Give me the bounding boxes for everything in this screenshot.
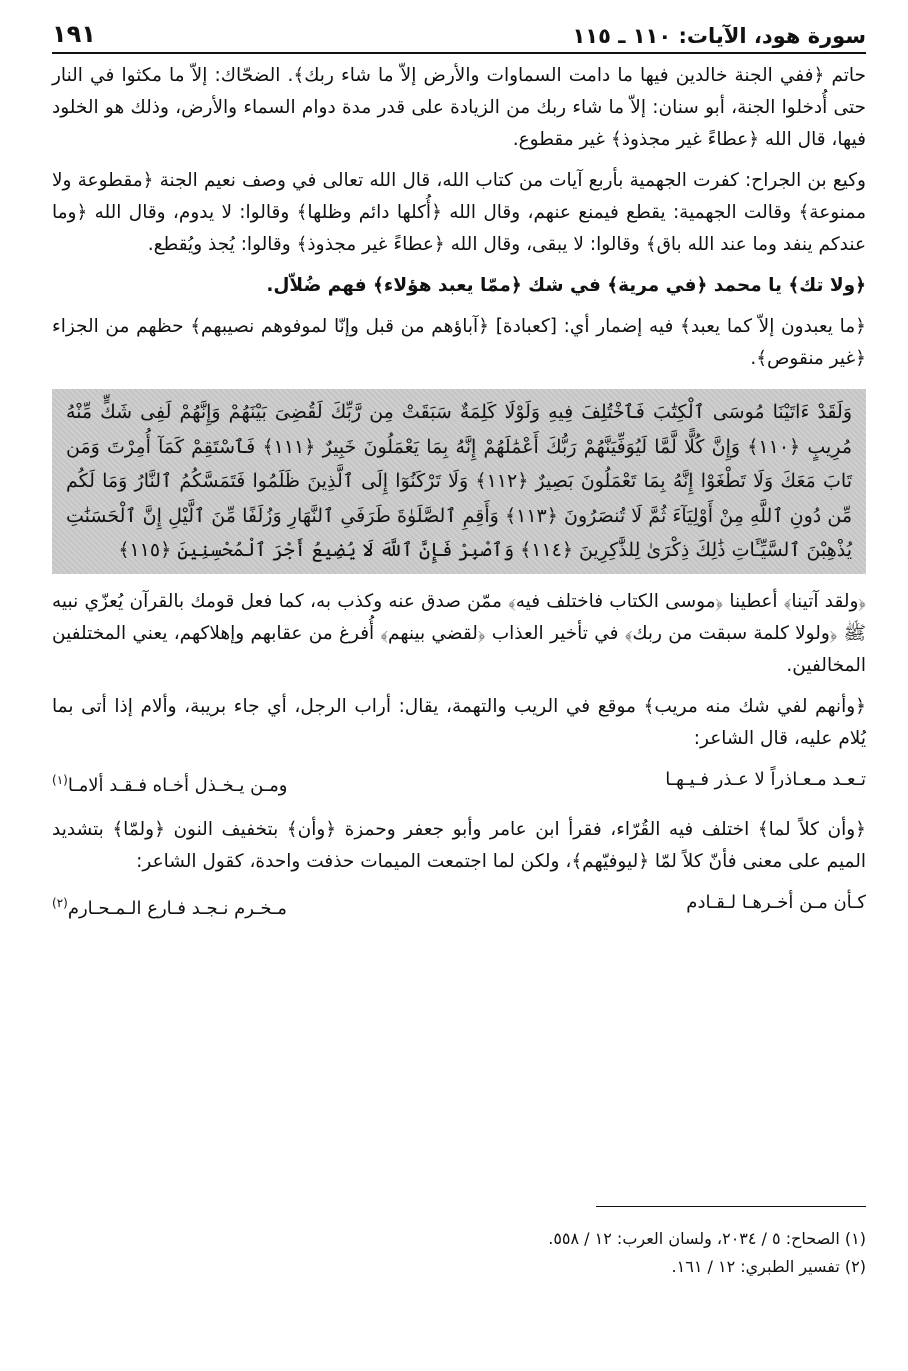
running-title: سورة هود، الآيات: ١١٠ ـ ١١٥	[572, 24, 866, 48]
poem-hemistich-right: تـعـد مـعـاذراً لا عـذر فـيـهـا	[665, 768, 866, 790]
footnotes	[52, 1206, 866, 1281]
footnote-mark: (٢)	[52, 895, 68, 910]
quran-verses-block: وَلَقَدْ ءَاتَيْنَا مُوسَى ٱلْكِتَٰبَ فَٱخْتُلِفَ فِيهِ وَلَوْلَا كَلِمَةٌ سَبَقَتْ مِن رَّبِّكَ لَقُضِىَ بَيْنَهُمْ وَإِنَّهُمْ لَفِى شَكٍّ مِّنْهُ مُرِيبٍ ﴿١١٠﴾ وَإِنَّ كُلًّا لَّمَّا لَيُوَفِّيَنَّهُمْ رَبُّكَ أَعْمَٰلَهُمْ إِنَّهُ بِمَا يَعْمَلُونَ خَبِيرٌ ﴿١١١﴾ فَٱسْتَقِمْ كَمَآ أُمِرْتَ وَمَن تَابَ مَعَكَ وَلَا تَطْغَوْا إِنَّهُ بِمَا تَعْمَلُونَ بَصِيرٌ ﴿١١٢﴾ وَلَا تَرْكَنُوٓا إِلَى ٱلَّذِينَ ظَلَمُوا فَتَمَسَّكُمُ ٱلنَّارُ وَمَا لَكُم مِّن دُونِ ٱللَّهِ مِنْ أَوْلِيَآءَ ثُمَّ لَا تُنصَرُونَ ﴿١١٣﴾ وَأَقِمِ ٱلصَّلَوٰةَ طَرَفَىِ ٱلنَّهَارِ وَزُلَفًا مِّنَ ٱلَّيْلِ إِنَّ ٱلْحَسَنَٰتِ يُذْهِبْنَ ٱلسَّيِّـَٔاتِ ذَٰلِكَ ذِكْرَىٰ لِلذَّٰكِرِينَ ﴿١١٤﴾ وَٱصْبِرْ فَإِنَّ ٱللَّهَ لَا يُضِيعُ أَجْرَ ٱلْمُحْسِنِينَ ﴿١١٥﴾	[52, 389, 866, 574]
footnote: (٢) تفسير الطبري: ١٢ / ١٦١.	[671, 1257, 866, 1276]
main-text	[52, 60, 866, 925]
paragraph: ﴿وأن كلاً لما﴾ اختلف فيه القُرّاء، فقرأ ابن عامر وأبو جعفر وحمزة ﴿وأن﴾ بتخفيف النون ﴿ولمّا﴾ بتشديد الميم على معنى فأنّ كلاً لمّا ﴿ليوفيّهم﴾، ولكن لما اجتمعت الميمات حذفت واحدة، كقول الشاعر:	[52, 818, 866, 872]
footnote-divider	[596, 1206, 866, 1207]
poem-text: ومـن يـخـذل أخـاه فـقـد ألامـا	[67, 774, 288, 796]
page-header	[52, 14, 866, 54]
poem-text: مـخـرم نـجـد فـارع الـمـحـارم	[67, 897, 287, 919]
paragraph: حاتم ﴿ففي الجنة خالدين فيها ما دامت السماوات والأرض إلاّ ما شاء ربك﴾. الضحّاك: إلاّ ما مكثوا في النار حتى أُدخلوا الجنة، أبو سنان: إلاّ ما شاء ربك من الزيادة على قدر مدة دوام السماء والأرض، وذلك هو الخلود فيها، قال الله ﴿عطاءً غير مجذوذ﴾ غير مقطوع.	[52, 65, 866, 150]
poem-hemistich-right: كـأن مـن أخـرهـا لـقـادم	[686, 891, 866, 913]
footnote: (١) الصحاح: ٥ / ٢٠٣٤، ولسان العرب: ١٢ / ٥٥٨.	[548, 1229, 866, 1248]
paragraph: ﴿ولقد آتينا﴾ أعطينا ﴿موسى الكتاب فاختلف فيه﴾ ممّن صدق عنه وكذب به، كما فعل قومك بالقرآن يُعزّي نبيه ﷺ ﴿ولولا كلمة سبقت من ربك﴾ في تأخير العذاب ﴿لقضي بينهم﴾ أُفرغ من عقابهم وإهلاكهم، يعني المختلفين المخالفين.	[52, 590, 866, 676]
poem-hemistich-left	[52, 764, 287, 802]
poem-verse	[52, 764, 866, 802]
paragraph: وكيع بن الجراح: كفرت الجهمية بأربع آيات من كتاب الله، قال الله تعالى في وصف نعيم الجنة ﴿مقطوعة ولا ممنوعة﴾ وقالت الجهمية: يقطع فيمنع عنهم، وقال الله ﴿أُكلها دائم وظلها﴾ وقالوا: لا يدوم، وقال الله ﴿وما عندكم ينفد وما عند الله باق﴾ وقالوا: لا يبقى، وقال الله ﴿عطاءً غير مجذوذ﴾ وقالوا: يُجذ ويُقطع.	[52, 170, 866, 255]
footnote-mark: (١)	[52, 772, 68, 787]
paragraph: ﴿ولا تك﴾ يا محمد ﴿في مرية﴾ في شك ﴿ممّا يعبد هؤلاء﴾ فهم ضُلاّل.	[266, 275, 866, 296]
paragraph: ﴿ما يعبدون إلاّ كما يعبد﴾ فيه إضمار أي: [كعبادة] ﴿آباؤهم من قبل وإنّا لموفوهم نصيبهم﴾ حظهم من الجزاء ﴿غير منقوص﴾.	[52, 316, 866, 369]
page-number: ١٩١	[52, 20, 96, 48]
paragraph: ﴿وأنهم لفي شك منه مريب﴾ موقع في الريب والتهمة، يقال: أراب الرجل، أي جاء بريبة، وألام إذا أتى بما يُلام عليه، قال الشاعر:	[52, 695, 866, 749]
poem-hemistich-left	[52, 887, 287, 925]
poem-verse	[52, 887, 866, 925]
